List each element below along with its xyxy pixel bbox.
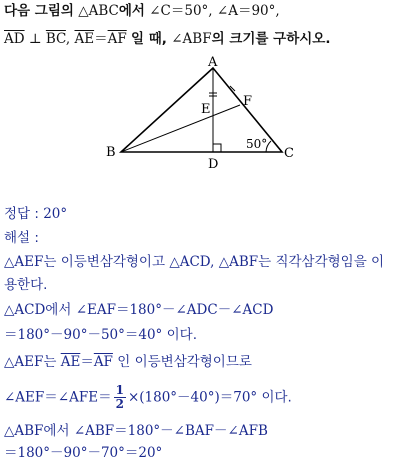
label-d: D: [208, 157, 219, 172]
triangle-abc: △ABC: [78, 3, 119, 19]
problem-text: 다음 그림의: [4, 3, 74, 19]
segment-ae: $\overline{AE}$: [74, 31, 95, 47]
segment-ae: $\overline{AE}$: [60, 354, 81, 370]
solution-text: 에서: [45, 302, 72, 318]
solution-line-2: [4, 276, 47, 294]
solution-line-6: [4, 384, 292, 411]
solution-line-1: [4, 253, 384, 271]
problem-text: 에서: [118, 3, 145, 19]
right-angle-mark: [213, 144, 221, 152]
solution-text: 용한다.: [4, 277, 48, 293]
problem-text: 일 때,: [131, 31, 167, 47]
explanation-label: [4, 229, 39, 247]
angle-label-c: 50°: [246, 137, 268, 151]
segment-af: $\overline{AF}$: [107, 31, 127, 47]
solution-line-7: [4, 422, 268, 440]
label-c: C: [284, 146, 294, 161]
problem-line-1: [4, 2, 280, 20]
solution-text: 는 직각삼각형임을 이: [258, 254, 385, 270]
solution-line-4: [4, 326, 197, 344]
label-a: A: [208, 55, 218, 70]
solution-text: 는 이등변삼각형이고: [43, 254, 166, 270]
solution-text: 는: [43, 354, 57, 370]
equals-symbol: ＝: [94, 31, 108, 47]
math-expression: ∠ABF＝180°－∠BAF－∠AFB: [73, 423, 268, 439]
fraction-numerator: 1: [115, 383, 124, 397]
solution-text: 이다.: [166, 327, 197, 343]
segment-bc: $\overline{BC}$: [45, 31, 66, 47]
label-b: B: [106, 145, 116, 160]
math-expression: ×(180°－40°)＝70°: [127, 389, 258, 406]
geometry-figure: [0, 55, 400, 175]
fraction-denominator: 2: [115, 397, 124, 411]
solution-line-8: [4, 444, 162, 462]
segment-af: $\overline{AF}$: [93, 354, 113, 370]
label-f: F: [243, 94, 253, 109]
answer-label: 정답 :: [4, 206, 39, 222]
answer-value: 20°: [43, 206, 68, 222]
math-expression: ∠AEF＝∠AFE＝: [4, 389, 112, 406]
math-expression: ＝180°－90°－70°＝20°: [4, 445, 163, 461]
math-expression: ∠EAF＝180°－∠ADC－∠ACD: [75, 302, 274, 318]
math-expression: △ABF: [4, 423, 44, 439]
explanation-label-text: 해설 :: [4, 230, 39, 246]
equals-symbol: ＝: [80, 354, 94, 370]
math-expression: △AEF: [4, 254, 44, 270]
solution-text: 이다.: [261, 389, 292, 406]
segment-bf: [121, 105, 240, 152]
fraction-one-half: [114, 384, 126, 411]
angle-conditions: ∠C＝50°, ∠A＝90°,: [149, 3, 280, 19]
math-expression: △ACD, △ABF: [169, 254, 259, 270]
segment-ad: $\overline{AD}$: [4, 31, 25, 47]
problem-line-2: [4, 30, 330, 48]
math-expression: ＝180°－90°－50°＝40°: [4, 327, 163, 343]
answer-line: [4, 205, 67, 223]
comma: ,: [65, 31, 71, 47]
perpendicular-symbol: ⊥: [24, 31, 46, 47]
problem-text: 의 크기를 구하시오.: [211, 31, 331, 47]
solution-line-5: [4, 353, 252, 371]
solution-text: 에서: [43, 423, 70, 439]
angle-abf: ∠ABF: [171, 31, 212, 47]
math-expression: △ACD: [4, 302, 46, 318]
solution-text: 인 이등변삼각형이므로: [117, 354, 252, 370]
math-expression: △AEF: [4, 354, 44, 370]
label-e: E: [201, 102, 211, 117]
solution-line-3: [4, 301, 273, 319]
